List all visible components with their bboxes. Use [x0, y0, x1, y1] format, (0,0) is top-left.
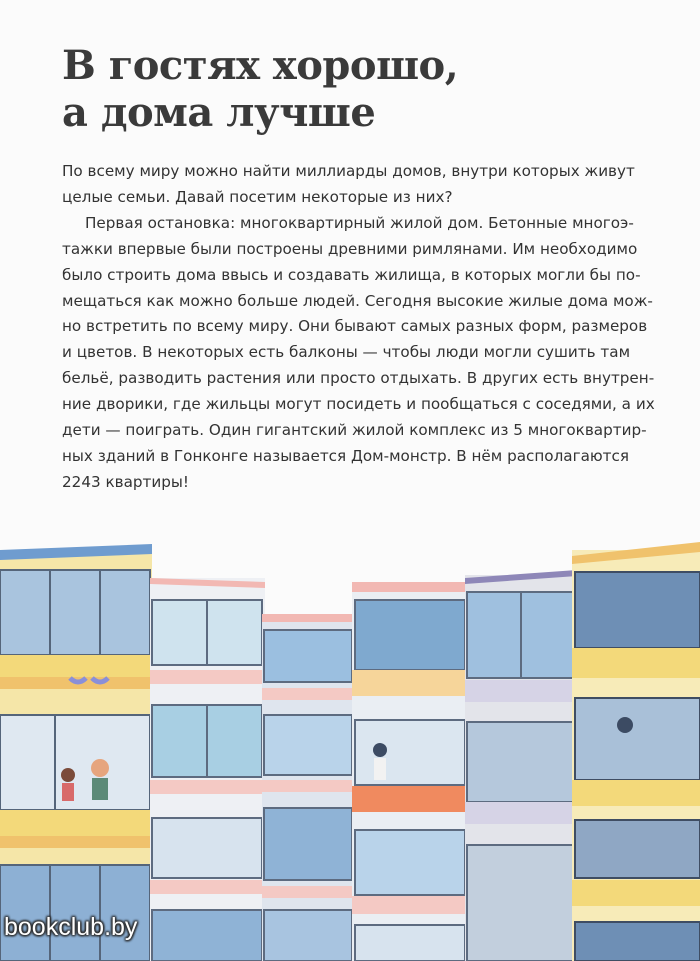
text-line: и цветов. В некоторых есть балконы — чтобы люди могли сушить там: [62, 343, 631, 362]
building-6: [572, 542, 700, 961]
text-line: ных зданий в Гонконге называется Дом-монстр. В нём располагаются: [62, 446, 630, 465]
text-line: целые семьи. Давай посетим некоторые из них?: [62, 187, 453, 206]
paragraph-intro: [62, 159, 674, 211]
text-line: тажки впервые были построены древними римлянами. Им необходимо: [62, 239, 638, 258]
text-line: но встретить по всему миру. Они бывают самых разных форм, размеров: [62, 317, 648, 336]
text-line: ние дворики, где жильцы могут посидеть и пообщаться с соседями, а их: [62, 395, 655, 414]
text-line: 2243 квартиры!: [62, 472, 189, 491]
watermark: bookclub.by: [4, 913, 138, 941]
page-title: [62, 42, 662, 136]
text-line: дети — поиграть. Один гигантский жилой комплекс из 5 многоквартир-: [62, 421, 647, 440]
building-2: [150, 578, 265, 961]
text-line: Первая остановка: многоквартирный жилой дом. Бетонные многоэ-: [85, 213, 634, 232]
building-4: [352, 582, 467, 961]
title-line-1: В гостях хорошо,: [62, 42, 459, 89]
text-line: бельё, разводить растения или просто отдыхать. В других есть внутрен-: [62, 369, 655, 388]
article-body: [62, 159, 674, 496]
building-5: [465, 570, 577, 961]
paragraph-main: [62, 211, 674, 496]
text-line: было строить дома ввысь и создавать жилища, в которых могли бы по-: [62, 265, 641, 284]
building-1: [0, 544, 155, 961]
building-3: [262, 614, 355, 961]
apartment-buildings-illustration: [0, 530, 700, 961]
title-line-2: а дома лучше: [62, 89, 376, 136]
text-line: мещаться как можно больше людей. Сегодня высокие жилые дома мож-: [62, 291, 653, 310]
text-line: По всему миру можно найти миллиарды домов, внутри которых живут: [62, 162, 635, 180]
